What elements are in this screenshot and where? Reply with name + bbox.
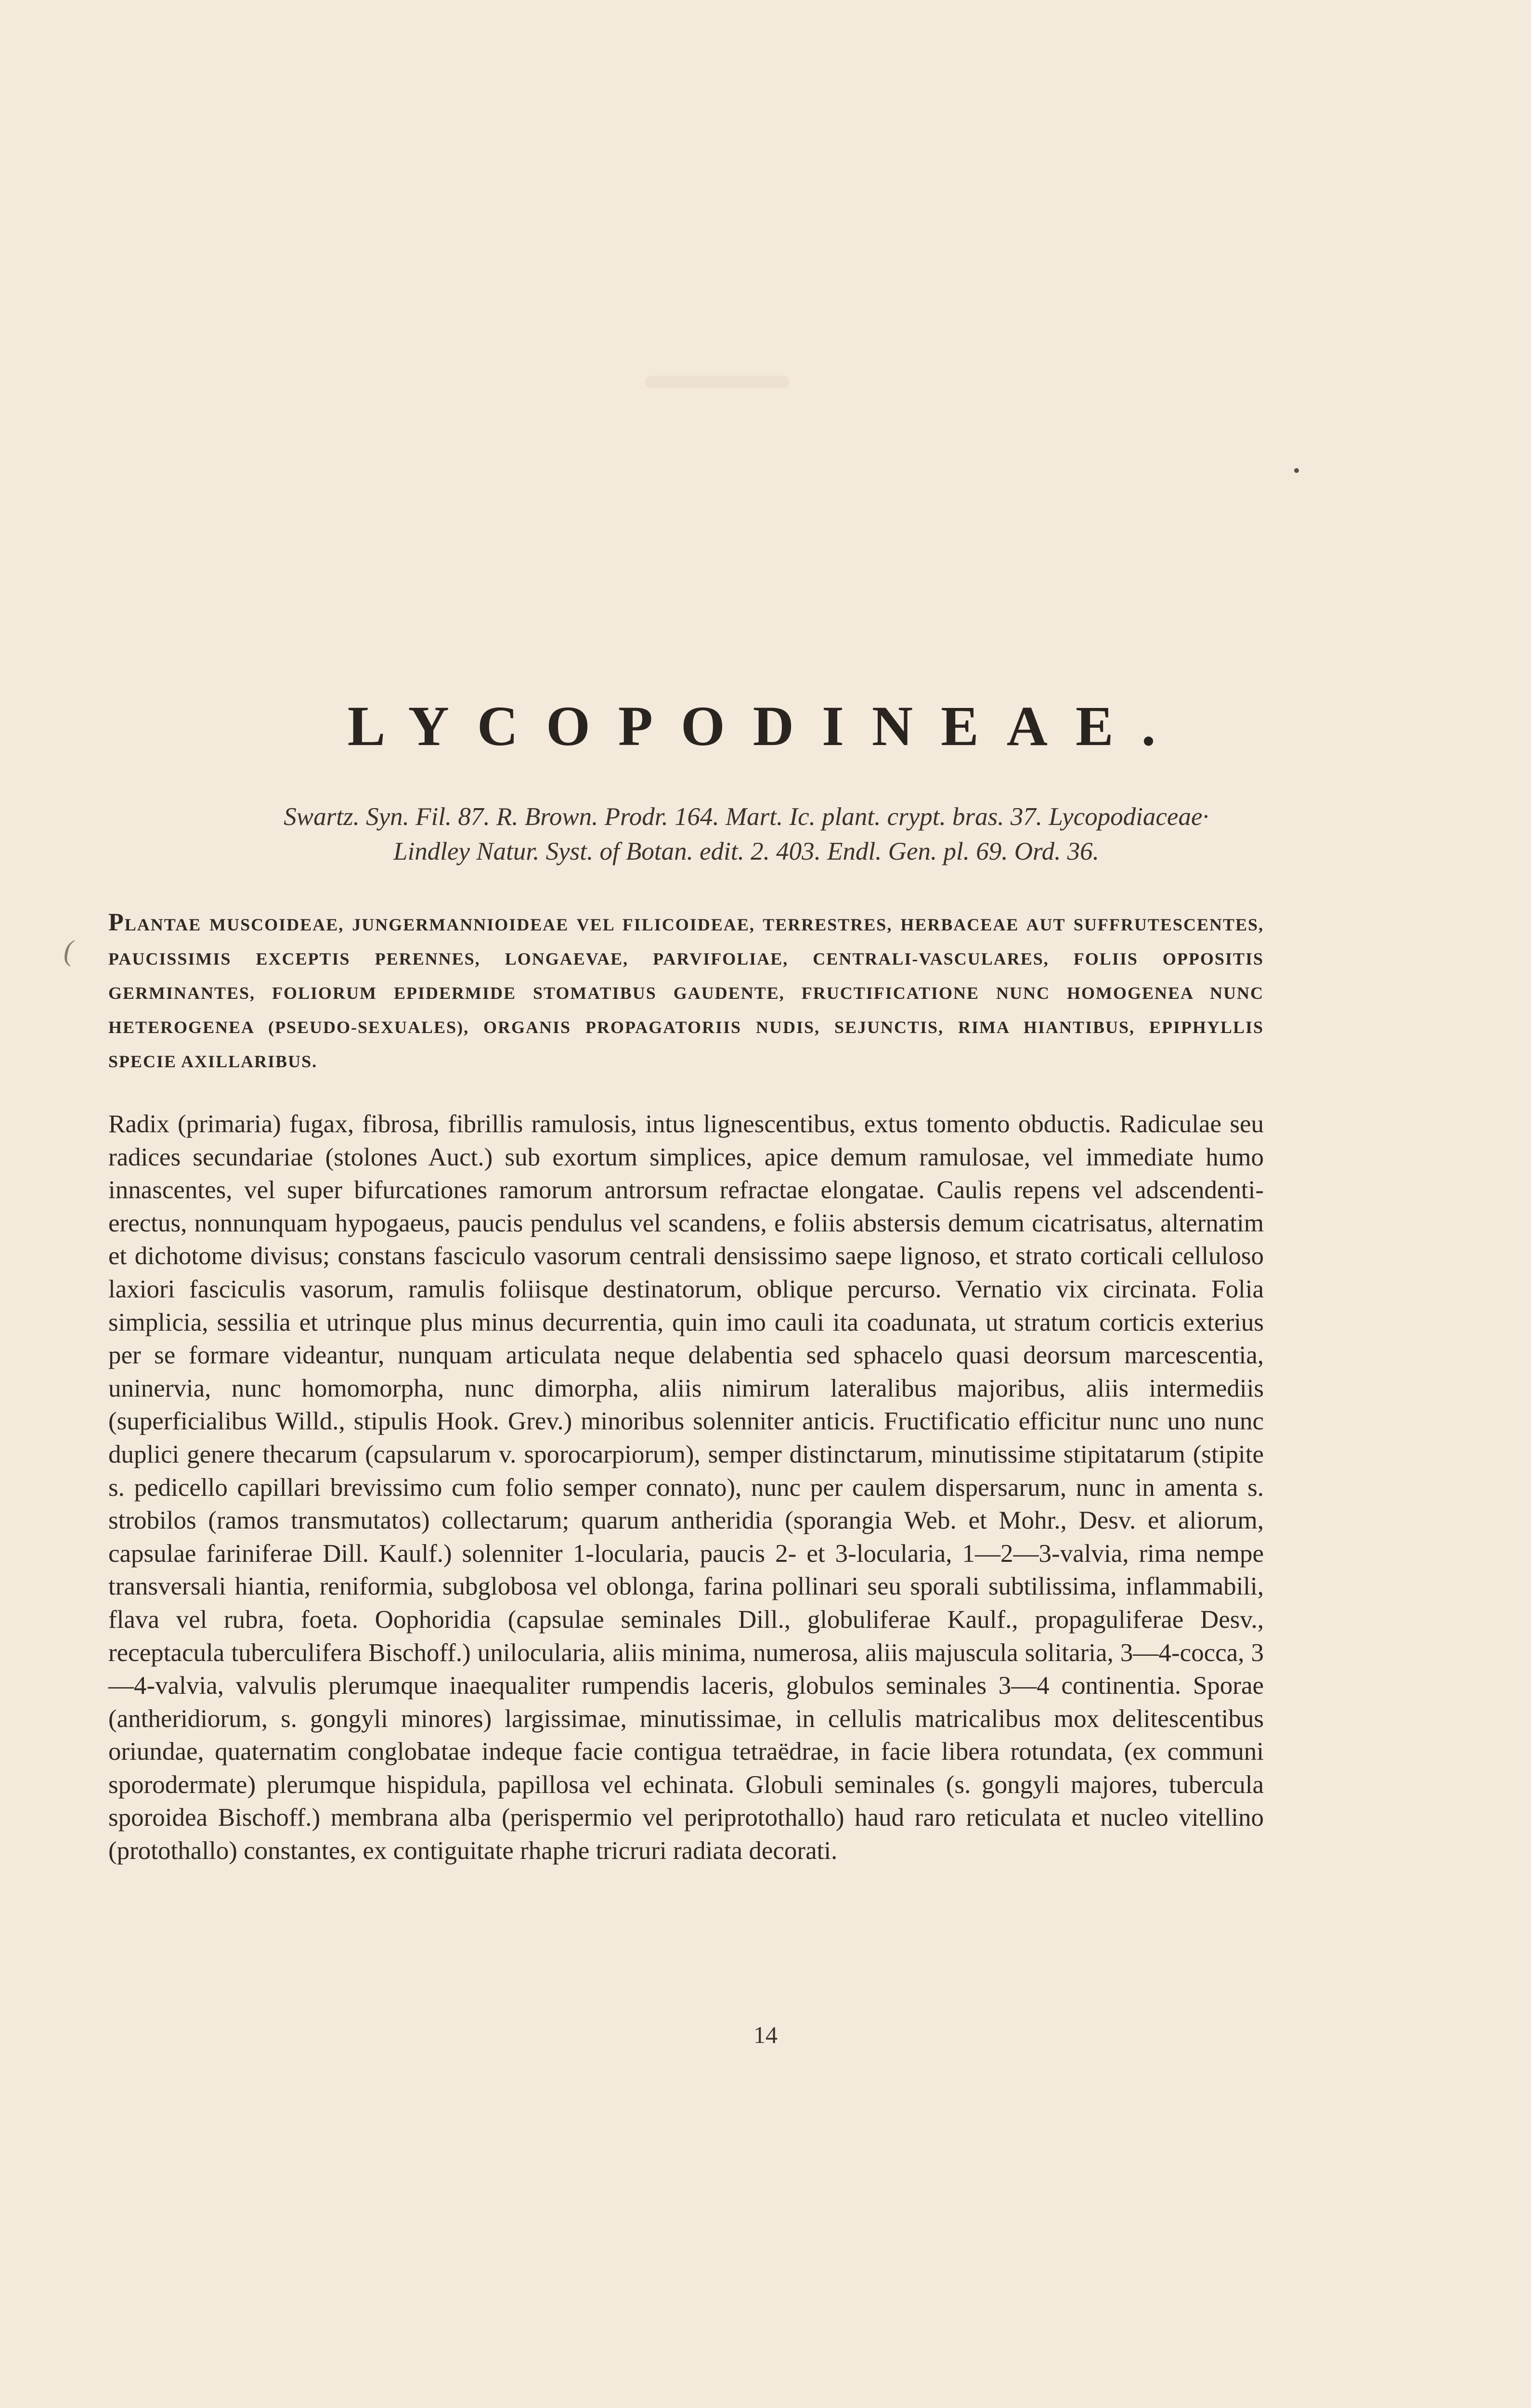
reference-line-1: Swartz. Syn. Fil. 87. R. Brown. Prodr. 164. Mart. Ic. plant. crypt. bras. 37. Lycopodiaceae· [284, 803, 1209, 831]
ink-speck [1294, 468, 1299, 473]
diagnosis-paragraph [108, 905, 1264, 1079]
page-number: 14 [753, 2021, 778, 2048]
diagnosis-text: LANTAE MUSCOIDEAE, JUNGERMANNIOIDEAE VEL FILICOIDEAE, TERRESTRES, HERBACEAE AUT SUFFRUTESCENTES, PAUCISSIMIS EXCEPTIS PERENNES, LONGAEVAE, PARVIFOLIAE, CENTRALI-VASCULARES, FOLIIS OPPOSITIS GERMINANTES, FOLIORUM EPIDERMIDE STOMATIBUS GAUDENTE, FRUCTIFICATIONE NUNC HOMOGENEA NUNC HETEROGENEA (PSEUDO-SEXUALES), ORGANIS PROPAGATORIIS NUDIS, SEJUNCTIS, RIMA HIANTIBUS, EPIPHYLLIS SPECIE AXILLARIBUS. [108, 915, 1264, 1071]
faint-stamp [645, 376, 790, 388]
description-paragraph: Radix (primaria) fugax, fibrosa, fibrillis ramulosis, intus lignescentibus, extus tomento obductis. Radiculae seu radices secundariae (stolones Auct.) sub exortum simplices, apice demum ramulosae, vel immediate humo innascentes, vel super bifurcationes ramorum antrorsum refractae elongatae. Caulis repens vel adscendenti-erectus, nonnunquam hypogaeus, paucis pendulus vel scandens, e foliis abstersis demum cicatrisatus, alternatim et dichotome divisus; constans fasciculo vasorum centrali densissimo saepe lignoso, et strato corticali celluloso laxiori fasciculis vasorum, ramulis foliisque destinatorum, oblique percurso. Vernatio vix circinata. Folia simplicia, sessilia et utrinque plus minus decurrentia, quin imo cauli ita coadunata, ut stratum corticis exterius per se formare videantur, nunquam articulata neque delabentia sed sphacelo quasi deorsum marcescentia, uninervia, nunc homomorpha, nunc dimorpha, aliis nimirum lateralibus majoribus, aliis intermediis (superficialibus Willd., stipulis Hook. Grev.) minoribus solenniter anticis. Fructificatio efficitur nunc uno nunc duplici genere thecarum (capsularum v. sporocarpiorum), semper distinctarum, minutissime stipitatarum (stipite s. pedicello capillari brevissimo cum folio semper connato), nunc per caulem dispersarum, nunc in amenta s. strobilos (ramos transmutatos) collectarum; quarum antheridia (sporangia Web. et Mohr., Desv. et aliorum, capsulae fariniferae Dill. Kaulf.) solenniter 1-locularia, paucis 2- et 3-locularia, 1—2—3-valvia, rima nempe transversali hiantia, reniformia, subglobosa vel oblonga, farina pollinari seu sporali subtilissima, inflammabili, flava vel rubra, foeta. Oophoridia (capsulae seminales Dill., globuliferae Kaulf., propaguliferae Desv., receptacula tuberculifera Bischoff.) unilocularia, aliis minima, numerosa, aliis majuscula solitaria, 3—4-cocca, 3—4-valvia, valvulis plerumque inaequaliter rumpendis laceris, globulos seminales 3—4 continentia. Sporae (antheridiorum, s. gongyli minores) largissimae, minutissimae, in cellulis matricalibus mox delitescentibus oriundae, quaternatim conglobatae indeque facie contigua tetraëdrae, in facie libera rotundata, (ex communi sporodermate) plerumque hispidula, papillosa vel echinata. Globuli seminales (s. gongyli majores, tubercula sporoidea Bischoff.) membrana alba (perispermio vel periprotothallo) haud raro reticulata et nucleo vitellino (protothallo) constantes, ex contiguitate rhaphe tricruri radiata decorati. [108, 1110, 1264, 1865]
bibliographic-references [135, 799, 1358, 869]
drop-initial: P [108, 909, 125, 936]
section-title: LYCOPODINEAE. [347, 694, 1184, 758]
margin-mark: ( [64, 935, 73, 967]
reference-line-2: Lindley Natur. Syst. of Botan. edit. 2. 403. Endl. Gen. pl. 69. Ord. 36. [393, 838, 1099, 865]
